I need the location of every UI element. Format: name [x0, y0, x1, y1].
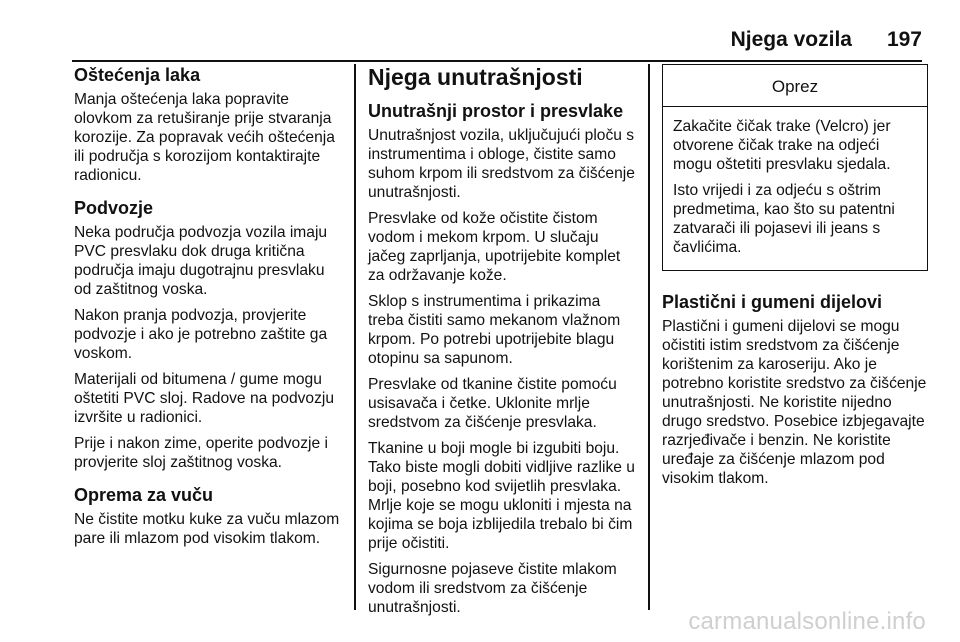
page-header	[0, 22, 960, 62]
paragraph: Plastični i gumeni dijelovi se mogu očistiti istim sredstvom za čišćenje korištenim za karoseriju. Ako je potrebno koristite sredstvo za čišćenje unutrašnjosti. Ne koristite nijedno drugo sredstvo. Posebice izbjegavajte razrjeđivače i benzin. Ne koristite uređaje za čišćenje mlazom pod visokim tlakom.	[662, 318, 927, 487]
paragraph: Materijali od bitumena / gume mogu oštetiti PVC sloj. Radove na podvozju izvršite u radionici.	[74, 371, 335, 426]
section-heading: Oštećenja laka	[74, 65, 201, 85]
section-paint-damage	[74, 64, 344, 185]
right-column	[662, 64, 928, 500]
caution-body	[663, 107, 927, 270]
caution-box	[662, 64, 928, 271]
header-rule	[72, 60, 922, 62]
paragraph: Tkanine u boji mogle bi izgubiti boju. Tako biste mogli dobiti vidljive razlike u boji, posebno kod svijetlih presvlaka. Mrlje koje se mogu ukloniti i mjesta na kojima se boja izblijedila trebalo bi čim prije očistiti.	[368, 440, 635, 552]
header-title: Njega vozila	[730, 28, 852, 51]
paragraph: Presvlake od tkanine čistite pomoću usisavača i četke. Uklonite mrlje sredstvom za čišćenje presvlaka.	[368, 376, 617, 431]
paragraph: Sigurnosne pojaseve čistite mlakom vodom ili sredstvom za čišćenje unutrašnjosti.	[368, 561, 617, 616]
section-underbody	[74, 197, 344, 472]
paragraph: Manja oštećenja laka popravite olovkom za retuširanje prije stvaranja korozije. Za popravak većih oštećenja ili područja s korozijom kontaktirajte radionicu.	[74, 91, 335, 184]
section-towing-equipment	[74, 484, 344, 548]
column-divider	[648, 64, 650, 610]
paragraph: Presvlake od kože očistite čistom vodom i mekom krpom. U slučaju jačeg zaprljanja, upotrijebite komplet za održavanje kože.	[368, 210, 621, 284]
caution-title: Oprez	[663, 65, 927, 107]
paragraph: Zakačite čičak trake (Velcro) jer otvorene čičak trake na odjeći mogu oštetiti presvlaku sjedala.	[673, 118, 891, 173]
watermark: carmanualsonline.info	[688, 608, 926, 635]
paragraph: Unutrašnjost vozila, uključujući ploču s instrumentima i obloge, čistite samo suhom krpom ili sredstvom za čišćenje unutrašnjosti.	[368, 127, 635, 201]
section-plastic-rubber	[662, 291, 928, 488]
section-heading: Oprema za vuču	[74, 485, 214, 505]
left-column	[74, 64, 344, 560]
paragraph: Neka područja podvozja vozila imaju PVC presvlaku dok druga kritična područja imaju dugotrajnu presvlaku od zaštitnog voska.	[74, 224, 328, 298]
page-number: 197	[886, 28, 922, 51]
middle-column	[368, 64, 635, 624]
chapter-title: Njega unutrašnjosti	[368, 64, 583, 90]
paragraph: Sklop s instrumentima i prikazima treba čistiti samo mekanom vlažnom krpom. Po potrebi upotrijebite blagu otopinu sa sapunom.	[368, 293, 621, 367]
section-heading: Unutrašnji prostor i presvlake	[368, 101, 624, 121]
section-heading: Podvozje	[74, 198, 154, 218]
paragraph: Prije i nakon zime, operite podvozje i provjerite sloj zaštitnog voska.	[74, 435, 328, 471]
paragraph: Nakon pranja podvozja, provjerite podvozje i ako je potrebno zaštite ga voskom.	[74, 307, 328, 362]
column-divider	[354, 64, 356, 610]
section-heading: Plastični i gumeni dijelovi	[662, 292, 883, 312]
paragraph: Isto vrijedi i za odjeću s oštrim predmetima, kao što su patentni zatvarači ili pojasevi ili jeans s čavlićima.	[673, 182, 895, 256]
paragraph: Ne čistite motku kuke za vuču mlazom pare ili mlazom pod visokim tlakom.	[74, 511, 340, 547]
